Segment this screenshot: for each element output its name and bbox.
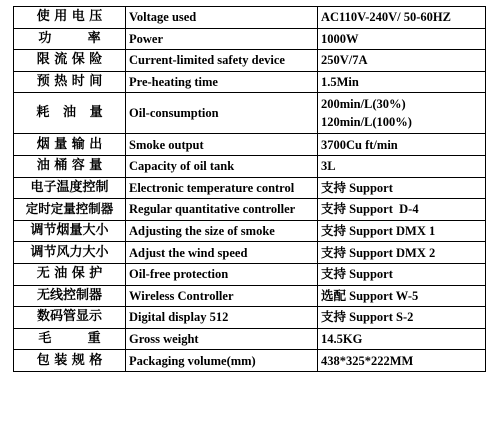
row-label-cn: 限 流 保 险	[14, 50, 126, 72]
row-label-en: Pre-heating time	[126, 71, 318, 93]
row-value	[318, 93, 486, 134]
row-value: 3L	[318, 155, 486, 177]
row-label-en: Capacity of oil tank	[126, 155, 318, 177]
spec-table	[13, 6, 486, 372]
row-label-cn: 耗 油 量	[14, 93, 126, 134]
row-label-en: Oil-free protection	[126, 263, 318, 285]
row-label-cn: 油 桶 容 量	[14, 155, 126, 177]
table-row	[14, 134, 486, 156]
row-value: 1000W	[318, 28, 486, 50]
table-row	[14, 328, 486, 350]
row-value: 支持 Support D-4	[318, 199, 486, 221]
row-label-cn: 调节烟量大小	[14, 220, 126, 242]
row-label-cn: 烟 量 输 出	[14, 134, 126, 156]
table-row	[14, 177, 486, 199]
row-label-en: Power	[126, 28, 318, 50]
table-row	[14, 71, 486, 93]
row-label-en: Wireless Controller	[126, 285, 318, 307]
row-value: 支持 Support DMX 2	[318, 242, 486, 264]
row-value-line-1: 200min/L(30%)	[321, 97, 406, 112]
table-row	[14, 263, 486, 285]
row-label-cn: 数码管显示	[14, 307, 126, 329]
table-row	[14, 50, 486, 72]
row-value: 选配 Support W-5	[318, 285, 486, 307]
row-label-cn: 预 热 时 间	[14, 71, 126, 93]
row-value: 250V/7A	[318, 50, 486, 72]
row-label-en: Digital display 512	[126, 307, 318, 329]
row-value: 438*325*222MM	[318, 350, 486, 372]
row-label-cn: 无线控制器	[14, 285, 126, 307]
row-label-cn: 使 用 电 压	[14, 7, 126, 29]
row-label-cn: 调节风力大小	[14, 242, 126, 264]
row-value: 支持 Support	[318, 177, 486, 199]
row-label-en: Regular quantitative controller	[126, 199, 318, 221]
row-value: 支持 Support	[318, 263, 486, 285]
table-row	[14, 155, 486, 177]
row-label-en: Current-limited safety device	[126, 50, 318, 72]
table-row	[14, 7, 486, 29]
table-row	[14, 350, 486, 372]
table-row	[14, 28, 486, 50]
row-value: 1.5Min	[318, 71, 486, 93]
row-label-cn: 功 率	[14, 28, 126, 50]
row-label-cn: 定时定量控制器	[14, 199, 126, 221]
row-value: AC110V-240V/ 50-60HZ	[318, 7, 486, 29]
table-row	[14, 307, 486, 329]
row-label-cn: 毛 重	[14, 328, 126, 350]
row-label-cn: 无 油 保 护	[14, 263, 126, 285]
row-value: 支持 Support S-2	[318, 307, 486, 329]
row-value: 14.5KG	[318, 328, 486, 350]
row-label-en: Voltage used	[126, 7, 318, 29]
row-label-cn: 包 装 规 格	[14, 350, 126, 372]
table-row	[14, 242, 486, 264]
row-label-en: Adjusting the size of smoke	[126, 220, 318, 242]
row-label-en: Electronic temperature control	[126, 177, 318, 199]
table-row	[14, 199, 486, 221]
row-value: 3700Cu ft/min	[318, 134, 486, 156]
row-label-en: Oil-consumption	[126, 93, 318, 134]
table-row	[14, 285, 486, 307]
row-label-en: Adjust the wind speed	[126, 242, 318, 264]
row-value-line-2: 120min/L(100%)	[321, 115, 412, 130]
table-row	[14, 93, 486, 134]
row-label-en: Smoke output	[126, 134, 318, 156]
row-value: 支持 Support DMX 1	[318, 220, 486, 242]
row-label-en: Gross weight	[126, 328, 318, 350]
row-label-cn: 电子温度控制	[14, 177, 126, 199]
row-label-en: Packaging volume(mm)	[126, 350, 318, 372]
table-row	[14, 220, 486, 242]
